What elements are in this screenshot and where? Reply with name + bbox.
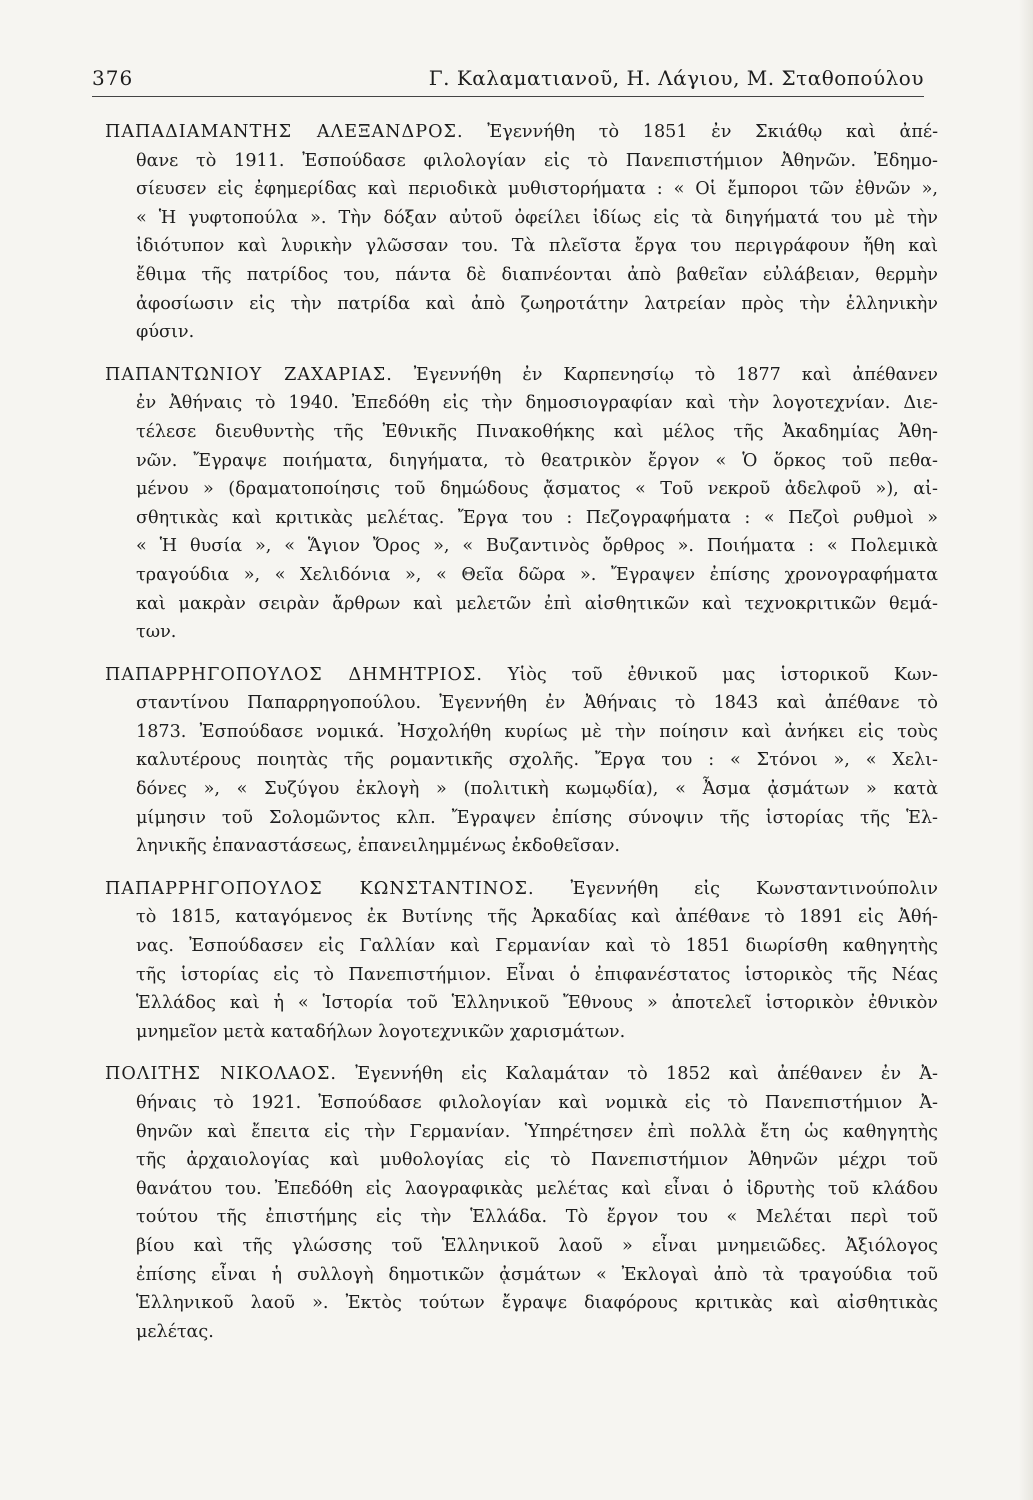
entry-line: « Ἡ θυσία », « Ἅγιον Ὄρος », « Βυζαντινὸς ὄρθρος ». Ποιήματα : « Πολεμικὰ (136, 536, 938, 557)
entry-first-line: ΠΟΛΙΤΗΣ ΝΙΚΟΛΑΟΣ. Ἐγεννήθη εἰς Καλαμάταν τὸ 1852 καὶ ἀπέθανεν ἐν Ἀ- (105, 1064, 938, 1085)
entry-first-line: ΠΑΠΑΔΙΑΜΑΝΤΗΣ ΑΛΕΞΑΝΔΡΟΣ. Ἐγεννήθη τὸ 1851 ἐν Σκιάθῳ καὶ ἀπέ- (105, 122, 938, 142)
entry-line: θανάτου του. Ἐπεδόθη εἰς λαογραφικὰς μελέτας καὶ εἶναι ὁ ἱδρυτὴς τοῦ κλάδου (136, 1178, 938, 1199)
entry-name: ΠΑΠΑΔΙΑΜΑΝΤΗΣ ΑΛΕΞΑΝΔΡΟΣ. (105, 122, 464, 142)
entry-line: ἐν Ἀθήναις τὸ 1940. Ἐπεδόθη εἰς τὴν δημοσιογραφίαν καὶ τὴν λογοτεχνίαν. Διε- (136, 393, 938, 414)
entry-papadiamantis (105, 118, 938, 347)
entry-first-line: ΠΑΠΑΡΡΗΓΟΠΟΥΛΟΣ ΔΗΜΗΤΡΙΟΣ. Υἱὸς τοῦ ἐθνικοῦ μας ἱστορικοῦ Κων- (105, 664, 938, 685)
entries-body (105, 118, 938, 1360)
entry-line: μνημεῖον μετὰ καταδήλων λογοτεχνικῶν χαρισμάτων. (136, 1021, 626, 1042)
entry-line: ἐπίσης εἶναι ἡ συλλογὴ δημοτικῶν ᾀσμάτων « Ἐκλογαὶ ἀπὸ τὰ τραγούδια τοῦ (136, 1264, 938, 1285)
entry-line: Ἑλλάδος καὶ ἡ « Ἱστορία τοῦ Ἑλληνικοῦ Ἔθνους » ἀποτελεῖ ἱστορικὸν ἐθνικὸν (136, 993, 938, 1014)
entry-line: ἔθιμα τῆς πατρίδος του, πάντα δὲ διαπνέονται ἀπὸ βαθεῖαν εὐλάβειαν, θερμὴν (136, 264, 938, 285)
entry-line: δόνες », « Συζύγου ἐκλογὴ » (πολιτικὴ κωμῳδία), « Ἆσμα ᾀσμάτων » κατὰ (136, 779, 938, 800)
entry-line: ἀφοσίωσιν εἰς τὴν πατρίδα καὶ ἀπὸ ζωηροτάτην λατρείαν πρὸς τὴν ἑλληνικὴν (136, 293, 938, 314)
entry-line: νας. Ἐσπούδασεν εἰς Γαλλίαν καὶ Γερμανίαν καὶ τὸ 1851 διωρίσθη καθηγητὴς (136, 936, 938, 957)
entry-line: θανε τὸ 1911. Ἐσπούδασε φιλολογίαν εἰς τὸ Πανεπιστήμιον Ἀθηνῶν. Ἐδημο- (136, 150, 938, 171)
entry-line: τούτου τῆς ἐπιστήμης εἰς τὴν Ἑλλάδα. Τὸ ἔργον του « Μελέται περὶ τοῦ (136, 1207, 938, 1228)
entry-line: τὸ 1815, καταγόμενος ἐκ Βυτίνης τῆς Ἀρκαδίας καὶ ἀπέθανε τὸ 1891 εἰς Ἀθή- (136, 907, 938, 928)
entry-line: σθητικὰς καὶ κριτικὰς μελέτας. Ἔργα του : Πεζογραφήματα : « Πεζοὶ ρυθμοὶ » (136, 507, 938, 528)
entry-paparrigopoulos-dimitrios (105, 661, 938, 861)
entry-first-line: ΠΑΠΑΡΡΗΓΟΠΟΥΛΟΣ ΚΩΝΣΤΑΝΤΙΝΟΣ. Ἐγεννήθη εἰς Κωνσταντινούπολιν (105, 878, 938, 899)
entry-name: ΠΟΛΙΤΗΣ ΝΙΚΟΛΑΟΣ. (105, 1064, 337, 1085)
entry-line: φύσιν. (136, 322, 195, 343)
entry-line: τῆς ἀρχαιολογίας καὶ μυθολογίας εἰς τὸ Πανεπιστήμιον Ἀθηνῶν μέχρι τοῦ (136, 1150, 938, 1171)
scan-edge-shadow (1019, 0, 1033, 1500)
entry-first-line: ΠΑΠΑΝΤΩΝΙΟΥ ΖΑΧΑΡΙΑΣ. Ἐγεννήθη ἐν Καρπενησίῳ τὸ 1877 καὶ ἀπέθανεν (105, 364, 938, 385)
entry-politis (105, 1060, 938, 1346)
entry-line: τέλεσε διευθυντὴς τῆς Ἐθνικῆς Πινακοθήκης καὶ μέλος τῆς Ἀκαδημίας Ἀθη- (136, 421, 938, 442)
entry-line: θηνῶν καὶ ἔπειτα εἰς τὴν Γερμανίαν. Ὑπηρέτησεν ἐπὶ πολλὰ ἔτη ὡς καθηγητὴς (136, 1121, 938, 1142)
entry-line: σίευσεν εἰς ἐφημερίδας καὶ περιοδικὰ μυθιστορήματα : « Οἱ ἔμποροι τῶν ἐθνῶν », (136, 179, 938, 200)
entry-line: « Ἡ γυφτοπούλα ». Τὴν δόξαν αὐτοῦ ὀφείλει ἰδίως εἰς τὰ διηγήματά του μὲ τὴν (136, 207, 938, 228)
running-head: Γ. Καλαματιανοῦ, Η. Λάγιου, Μ. Σταθοπούλου (428, 66, 924, 90)
entry-line: μελέτας. (136, 1321, 214, 1342)
entry-line: 1873. Ἐσπούδασε νομικά. Ἠσχολήθη κυρίως μὲ τὴν ποίησιν καὶ ἀνήκει εἰς τοὺς (136, 721, 938, 742)
entry-line: ἰδιότυπον καὶ λυρικὴν γλῶσσαν του. Τὰ πλεῖστα ἔργα του περιγράφουν ἤθη καὶ (136, 236, 938, 257)
entry-name: ΠΑΠΑΡΡΗΓΟΠΟΥΛΟΣ ΚΩΝΣΤΑΝΤΙΝΟΣ. (105, 878, 535, 899)
entry-line: καλυτέρους ποιητὰς τῆς ρομαντικῆς σχολῆς. Ἔργα του : « Στόνοι », « Χελι- (136, 750, 938, 771)
entry-line: των. (136, 622, 177, 643)
entry-line: βίου καὶ τῆς γλώσσης τοῦ Ἑλληνικοῦ λαοῦ » εἶναι μνημειῶδες. Ἀξιόλογος (136, 1235, 938, 1256)
entry-line: καὶ μακρὰν σειρὰν ἄρθρων καὶ μελετῶν ἐπὶ αἰσθητικῶν καὶ τεχνοκριτικῶν θεμά- (136, 593, 938, 614)
entry-line: σταντίνου Παπαρρηγοπούλου. Ἐγεννήθη ἐν Ἀθήναις τὸ 1843 καὶ ἀπέθανε τὸ (136, 693, 938, 714)
entry-line: τῆς ἱστορίας εἰς τὸ Πανεπιστήμιον. Εἶναι ὁ ἐπιφανέστατος ἱστορικὸς τῆς Νέας (136, 964, 938, 985)
entry-line: Ἑλληνικοῦ λαοῦ ». Ἐκτὸς τούτων ἔγραψε διαφόρους κριτικὰς καὶ αἰσθητικὰς (136, 1293, 938, 1314)
page-header (92, 58, 924, 97)
entry-line: μένου » (δραματοποίησις τοῦ δημώδους ᾄσματος « Τοῦ νεκροῦ ἀδελφοῦ »), αἰ- (136, 479, 938, 500)
entry-paparrigopoulos-konstantinos (105, 875, 938, 1047)
entry-line: νῶν. Ἔγραψε ποιήματα, διηγήματα, τὸ θεατρικὸν ἔργον « Ὁ ὅρκος τοῦ πεθα- (136, 450, 938, 471)
entry-line: μίμησιν τοῦ Σολομῶντος κλπ. Ἔγραψεν ἐπίσης σύνοψιν τῆς ἱστορίας τῆς Ἑλ- (136, 807, 938, 828)
entry-name: ΠΑΠΑΝΤΩΝΙΟΥ ΖΑΧΑΡΙΑΣ. (105, 364, 393, 385)
entry-line: θήναις τὸ 1921. Ἐσπούδασε φιλολογίαν καὶ νομικὰ εἰς τὸ Πανεπιστήμιον Ἀ- (136, 1093, 938, 1113)
entry-line: τραγούδια », « Χελιδόνια », « Θεῖα δῶρα ». Ἔγραψεν ἐπίσης χρονογραφήματα (136, 564, 938, 585)
entry-name: ΠΑΠΑΡΡΗΓΟΠΟΥΛΟΣ ΔΗΜΗΤΡΙΟΣ. (105, 664, 483, 685)
entry-papantoniou (105, 361, 938, 647)
entry-line: ληνικῆς ἐπαναστάσεως, ἐπανειλημμένως ἐκδοθεῖσαν. (136, 836, 621, 857)
page-number: 376 (92, 66, 134, 90)
